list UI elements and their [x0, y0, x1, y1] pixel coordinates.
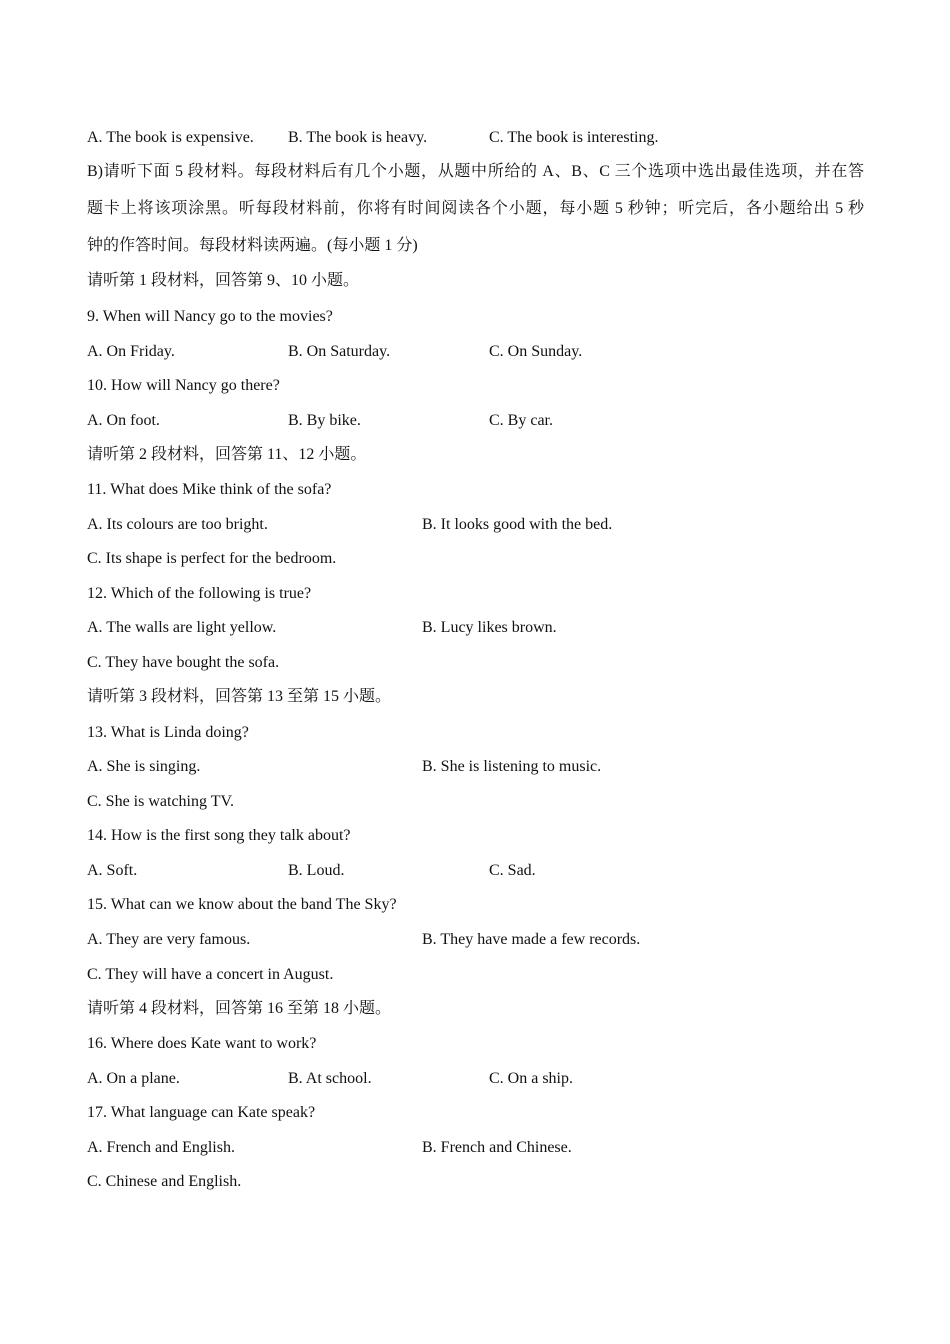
q16-question: 16. Where does Kate want to work?: [87, 1035, 317, 1052]
q9-question: 9. When will Nancy go to the movies?: [87, 308, 333, 325]
q15-option-b: B. They have made a few records.: [422, 931, 641, 948]
q13-question: 13. What is Linda doing?: [87, 724, 249, 741]
q12-option-a: A. The walls are light yellow.: [87, 619, 277, 636]
q10-question: 10. How will Nancy go there?: [87, 377, 280, 394]
q8-option-a: A. The book is expensive.: [87, 129, 254, 146]
q14-question: 14. How is the first song they talk about?: [87, 827, 351, 844]
q8-option-c: C. The book is interesting.: [489, 129, 659, 146]
q10-option-c: C. By car.: [489, 412, 553, 429]
q16-option-a: A. On a plane.: [87, 1070, 180, 1087]
part4-intro: 请听第 4 段材料，回答第 16 至第 18 小题。: [87, 1000, 392, 1017]
part1-intro: 请听第 1 段材料，回答第 9、10 小题。: [87, 272, 360, 289]
q15-option-c: C. They will have a concert in August.: [87, 966, 334, 983]
q13-option-a: A. She is singing.: [87, 758, 201, 775]
q9-option-a: A. On Friday.: [87, 343, 175, 360]
q10-option-a: A. On foot.: [87, 412, 160, 429]
q15-option-a: A. They are very famous.: [87, 931, 251, 948]
q14-option-b: B. Loud.: [288, 862, 345, 879]
q17-option-b: B. French and Chinese.: [422, 1139, 572, 1156]
q13-option-b: B. She is listening to music.: [422, 758, 602, 775]
q17-question: 17. What language can Kate speak?: [87, 1104, 316, 1121]
q11-question: 11. What does Mike think of the sofa?: [87, 481, 332, 498]
part3-intro: 请听第 3 段材料，回答第 13 至第 15 小题。: [87, 688, 392, 705]
q9-option-c: C. On Sunday.: [489, 343, 583, 360]
q11-option-b: B. It looks good with the bed.: [422, 516, 613, 533]
q14-option-c: C. Sad.: [489, 862, 536, 879]
q13-option-c: C. She is watching TV.: [87, 793, 234, 810]
q14-option-a: A. Soft.: [87, 862, 138, 879]
q15-question: 15. What can we know about the band The Sky?: [87, 896, 397, 913]
q9-option-b: B. On Saturday.: [288, 343, 391, 360]
instructions-line-1: B)请听下面 5 段材料。每段材料后有几个小题，从题中所给的 A、B、C 三个选项中选出最佳选项，并在答: [87, 163, 864, 180]
q12-option-c: C. They have bought the sofa.: [87, 654, 280, 671]
q16-option-b: B. At school.: [288, 1070, 372, 1087]
q16-option-c: C. On a ship.: [489, 1070, 573, 1087]
q12-option-b: B. Lucy likes brown.: [422, 619, 557, 636]
instructions-line-2: 题卡上将该项涂黑。听每段材料前，你将有时间阅读各个小题，每小题 5 秒钟；听完后，各小题给出 5 秒: [87, 200, 864, 217]
q11-option-a: A. Its colours are too bright.: [87, 516, 268, 533]
part2-intro: 请听第 2 段材料，回答第 11、12 小题。: [87, 446, 367, 463]
instructions-line-3: 钟的作答时间。每段材料读两遍。(每小题 1 分): [87, 237, 418, 254]
q17-option-c: C. Chinese and English.: [87, 1173, 242, 1190]
q12-question: 12. Which of the following is true?: [87, 585, 312, 602]
section-b-instructions: [87, 162, 864, 273]
q10-option-b: B. By bike.: [288, 412, 361, 429]
q11-option-c: C. Its shape is perfect for the bedroom.: [87, 550, 337, 567]
q8-option-b: B. The book is heavy.: [288, 129, 428, 146]
q17-option-a: A. French and English.: [87, 1139, 235, 1156]
